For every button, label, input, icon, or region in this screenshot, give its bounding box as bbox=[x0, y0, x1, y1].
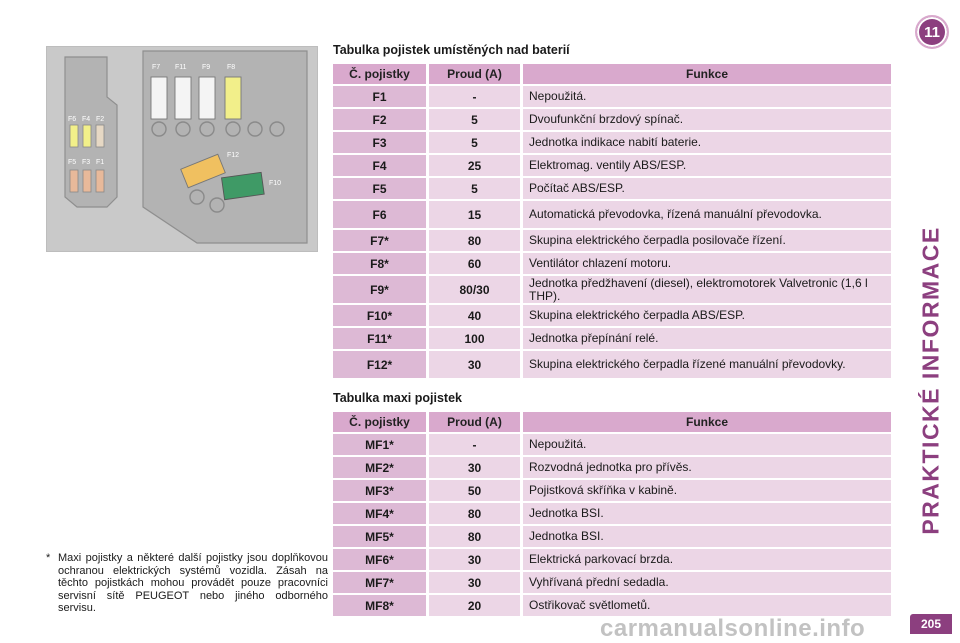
label-f7: F7 bbox=[152, 64, 161, 71]
cell-current: 5 bbox=[429, 178, 520, 199]
cell-function: Elektromag. ventily ABS/ESP. bbox=[523, 155, 891, 176]
label-f2: F2 bbox=[96, 116, 105, 123]
table-row bbox=[333, 178, 891, 199]
cell-function: Dvoufunkční brzdový spínač. bbox=[523, 109, 891, 130]
cell-current: 5 bbox=[429, 109, 520, 130]
footnote-text: Maxi pojistky a některé další pojistky jsou doplňkovou ochranou elektrických systémů vozidla. Zásah na těchto pojistkách mohou provádět pouze pracovníci servisní sítě PEUGEOT nebo jiného odborného servisu. bbox=[58, 552, 328, 614]
cell-fuse-number: F3 bbox=[333, 132, 426, 153]
chapter-number-badge: 11 bbox=[915, 15, 949, 49]
table-row bbox=[333, 230, 891, 251]
chapter-title-vertical bbox=[912, 160, 950, 600]
cell-current: 15 bbox=[429, 201, 520, 228]
table-1-title: Tabulka pojistek umístěných nad baterií bbox=[333, 43, 570, 57]
table-row bbox=[333, 132, 891, 153]
cell-current: 30 bbox=[429, 572, 520, 593]
cell-function: Jednotka BSI. bbox=[523, 526, 891, 547]
cell-fuse-number: F11* bbox=[333, 328, 426, 349]
cell-current: 100 bbox=[429, 328, 520, 349]
fuse-box-diagram bbox=[46, 46, 318, 252]
cell-current: 80 bbox=[429, 503, 520, 524]
table-row bbox=[333, 86, 891, 107]
cell-function: Jednotka předžhavení (diesel), elektromotorek Valvetronic (1,6 l THP). bbox=[523, 276, 891, 303]
table-row bbox=[333, 328, 891, 349]
cell-current: 80 bbox=[429, 526, 520, 547]
cell-fuse-number: MF5* bbox=[333, 526, 426, 547]
cell-fuse-number: MF6* bbox=[333, 549, 426, 570]
header-function: Funkce bbox=[523, 412, 891, 432]
table-2-header bbox=[333, 412, 891, 432]
cell-current: 30 bbox=[429, 351, 520, 378]
label-f9: F9 bbox=[202, 64, 211, 71]
table-1-header bbox=[333, 64, 891, 84]
cell-function: Vyhřívaná přední sedadla. bbox=[523, 572, 891, 593]
label-f12: F12 bbox=[227, 152, 240, 159]
chapter-title-text: PRAKTICKÉ INFORMACE bbox=[917, 225, 944, 535]
small-fuses-bottom bbox=[70, 170, 104, 192]
footnote bbox=[46, 552, 328, 615]
cell-function: Automatická převodovka, řízená manuální převodovka. bbox=[523, 201, 891, 228]
cell-current: - bbox=[429, 434, 520, 455]
label-f8: F8 bbox=[227, 64, 236, 71]
cell-function: Elektrická parkovací brzda. bbox=[523, 549, 891, 570]
label-f5: F5 bbox=[68, 159, 77, 166]
page-number: 205 bbox=[910, 614, 952, 634]
cell-current: 30 bbox=[429, 549, 520, 570]
cell-current: 80/30 bbox=[429, 276, 520, 303]
cell-function: Pojistková skříňka v kabině. bbox=[523, 480, 891, 501]
cell-current: 20 bbox=[429, 595, 520, 616]
table-row bbox=[333, 155, 891, 176]
watermark-text: carmanualsonline.info bbox=[600, 615, 866, 642]
cell-current: 80 bbox=[429, 230, 520, 251]
table-row bbox=[333, 305, 891, 326]
footnote-star: * bbox=[46, 552, 51, 564]
table-row bbox=[333, 351, 891, 378]
cell-fuse-number: MF4* bbox=[333, 503, 426, 524]
fuse-table-maxi bbox=[333, 410, 891, 618]
label-f10: F10 bbox=[269, 180, 282, 187]
table-row bbox=[333, 201, 891, 228]
cell-fuse-number: F2 bbox=[333, 109, 426, 130]
table-row bbox=[333, 572, 891, 593]
table-row bbox=[333, 434, 891, 455]
cell-function: Rozvodná jednotka pro přívěs. bbox=[523, 457, 891, 478]
cell-fuse-number: F4 bbox=[333, 155, 426, 176]
table-row bbox=[333, 253, 891, 274]
cell-function: Skupina elektrického čerpadla ABS/ESP. bbox=[523, 305, 891, 326]
cell-function: Jednotka indikace nabití baterie. bbox=[523, 132, 891, 153]
cell-fuse-number: MF7* bbox=[333, 572, 426, 593]
small-fuses-top bbox=[70, 125, 104, 147]
cell-fuse-number: MF2* bbox=[333, 457, 426, 478]
label-f3: F3 bbox=[82, 159, 91, 166]
fuse-table-battery bbox=[333, 62, 891, 380]
cell-function: Počítač ABS/ESP. bbox=[523, 178, 891, 199]
cell-current: 5 bbox=[429, 132, 520, 153]
cell-function: Ostřikovač světlometů. bbox=[523, 595, 891, 616]
label-f1: F1 bbox=[96, 159, 105, 166]
cell-current: 25 bbox=[429, 155, 520, 176]
cell-function: Nepoužitá. bbox=[523, 434, 891, 455]
cell-fuse-number: F8* bbox=[333, 253, 426, 274]
table-row bbox=[333, 109, 891, 130]
cell-current: 40 bbox=[429, 305, 520, 326]
label-f11: F11 bbox=[175, 64, 187, 71]
cell-function: Ventilátor chlazení motoru. bbox=[523, 253, 891, 274]
header-current: Proud (A) bbox=[429, 412, 520, 432]
table-2-title: Tabulka maxi pojistek bbox=[333, 391, 462, 405]
cell-fuse-number: F9* bbox=[333, 276, 426, 303]
cell-function: Nepoužitá. bbox=[523, 86, 891, 107]
header-fuse-number: Č. pojistky bbox=[333, 64, 426, 84]
cell-fuse-number: F5 bbox=[333, 178, 426, 199]
cell-current: 30 bbox=[429, 457, 520, 478]
cell-current: 60 bbox=[429, 253, 520, 274]
header-function: Funkce bbox=[523, 64, 891, 84]
cell-fuse-number: MF1* bbox=[333, 434, 426, 455]
cell-fuse-number: F1 bbox=[333, 86, 426, 107]
table-row bbox=[333, 480, 891, 501]
cell-current: 50 bbox=[429, 480, 520, 501]
cell-fuse-number: F7* bbox=[333, 230, 426, 251]
cell-fuse-number: F10* bbox=[333, 305, 426, 326]
cell-fuse-number: F6 bbox=[333, 201, 426, 228]
fuse-box-illustration bbox=[47, 47, 317, 251]
table-row bbox=[333, 503, 891, 524]
cell-function: Skupina elektrického čerpadla posilovače řízení. bbox=[523, 230, 891, 251]
header-current: Proud (A) bbox=[429, 64, 520, 84]
cell-fuse-number: F12* bbox=[333, 351, 426, 378]
header-fuse-number: Č. pojistky bbox=[333, 412, 426, 432]
label-f4: F4 bbox=[82, 116, 91, 123]
cell-fuse-number: MF3* bbox=[333, 480, 426, 501]
table-row bbox=[333, 276, 891, 303]
table-row bbox=[333, 549, 891, 570]
cell-fuse-number: MF8* bbox=[333, 595, 426, 616]
cell-function: Jednotka přepínání relé. bbox=[523, 328, 891, 349]
cell-function: Jednotka BSI. bbox=[523, 503, 891, 524]
label-f6: F6 bbox=[68, 116, 77, 123]
table-row bbox=[333, 595, 891, 616]
table-row bbox=[333, 526, 891, 547]
table-row bbox=[333, 457, 891, 478]
cell-current: - bbox=[429, 86, 520, 107]
cell-function: Skupina elektrického čerpadla řízené manuální převodovky. bbox=[523, 351, 891, 378]
